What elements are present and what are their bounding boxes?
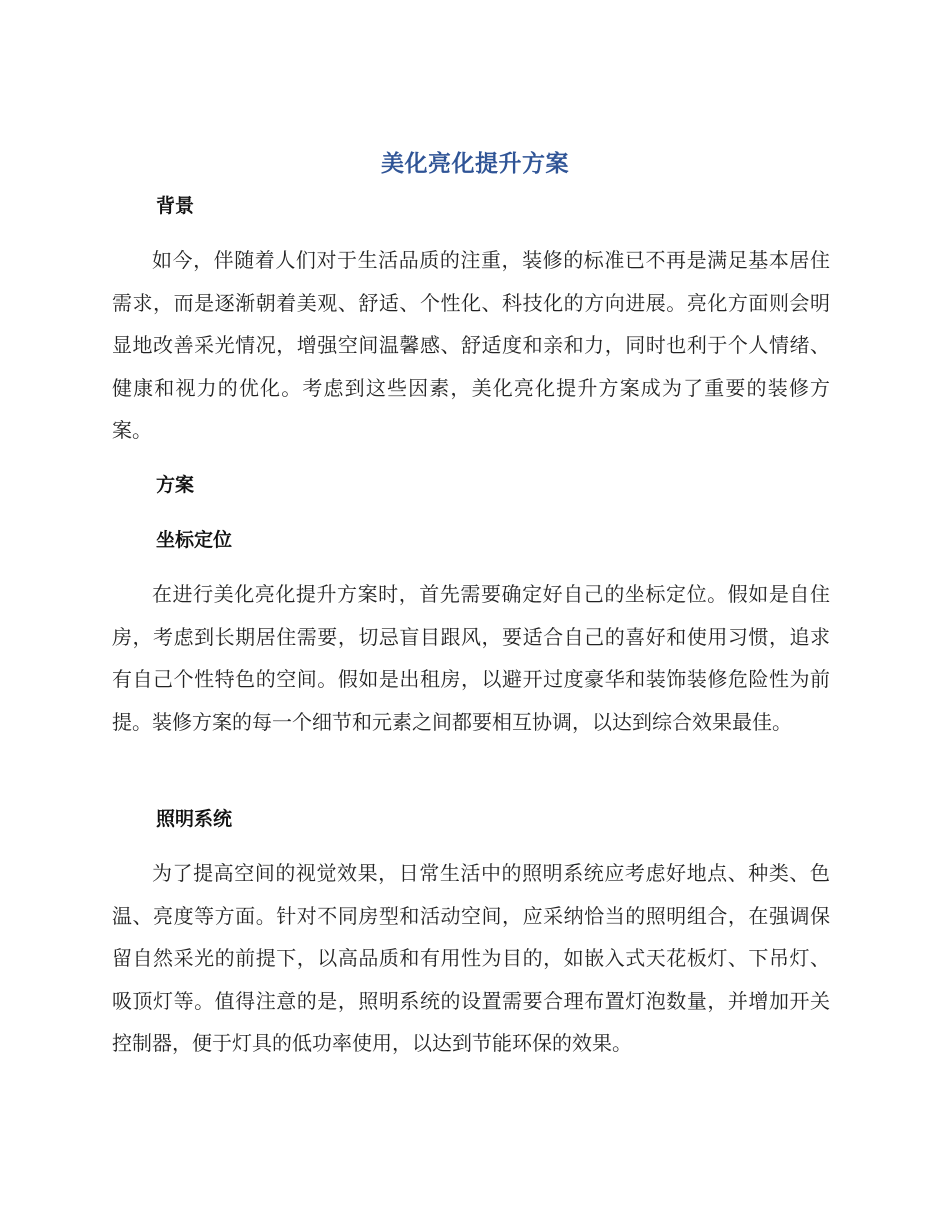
- section-heading-lighting: 照明系统: [156, 808, 233, 830]
- section-heading-plan: 方案: [156, 474, 195, 496]
- section-paragraph-lighting: 为了提高空间的视觉效果，日常生活中的照明系统应考虑好地点、种类、色温、亮度等方面。针对不同房型和活动空间，应采纳恰当的照明组合，在强调保留自然采光的前提下，以高品质和有用性为目的，如嵌入式天花板灯、下吊灯、吸顶灯等。值得注意的是，照明系统的设置需要合理布置灯泡数量，并增加开关控制器，便于灯具的低功率使用，以达到节能环保的效果。: [112, 861, 830, 1055]
- section-heading-background: 背景: [156, 195, 195, 217]
- section-paragraph-background: 如今，伴随着人们对于生活品质的注重，装修的标准已不再是满足基本居住需求，而是逐渐朝着美观、舒适、个性化、科技化的方向进展。亮化方面则会明显地改善采光情况，增强空间温馨感、舒适度和亲和力，同时也利于个人情绪、健康和视力的优化。考虑到这些因素，美化亮化提升方案成为了重要的装修方案。: [112, 248, 830, 442]
- section-heading-positioning: 坐标定位: [156, 529, 233, 551]
- section-paragraph-positioning: 在进行美化亮化提升方案时，首先需要确定好自己的坐标定位。假如是自住房，考虑到长期居住需要，切忌盲目跟风，要适合自己的喜好和使用习惯，追求有自己个性特色的空间。假如是出租房，以避开过度豪华和装饰装修危险性为前提。装修方案的每一个细节和元素之间都要相互协调，以达到综合效果最佳。: [112, 582, 830, 734]
- document-title: 美化亮化提升方案: [381, 151, 569, 177]
